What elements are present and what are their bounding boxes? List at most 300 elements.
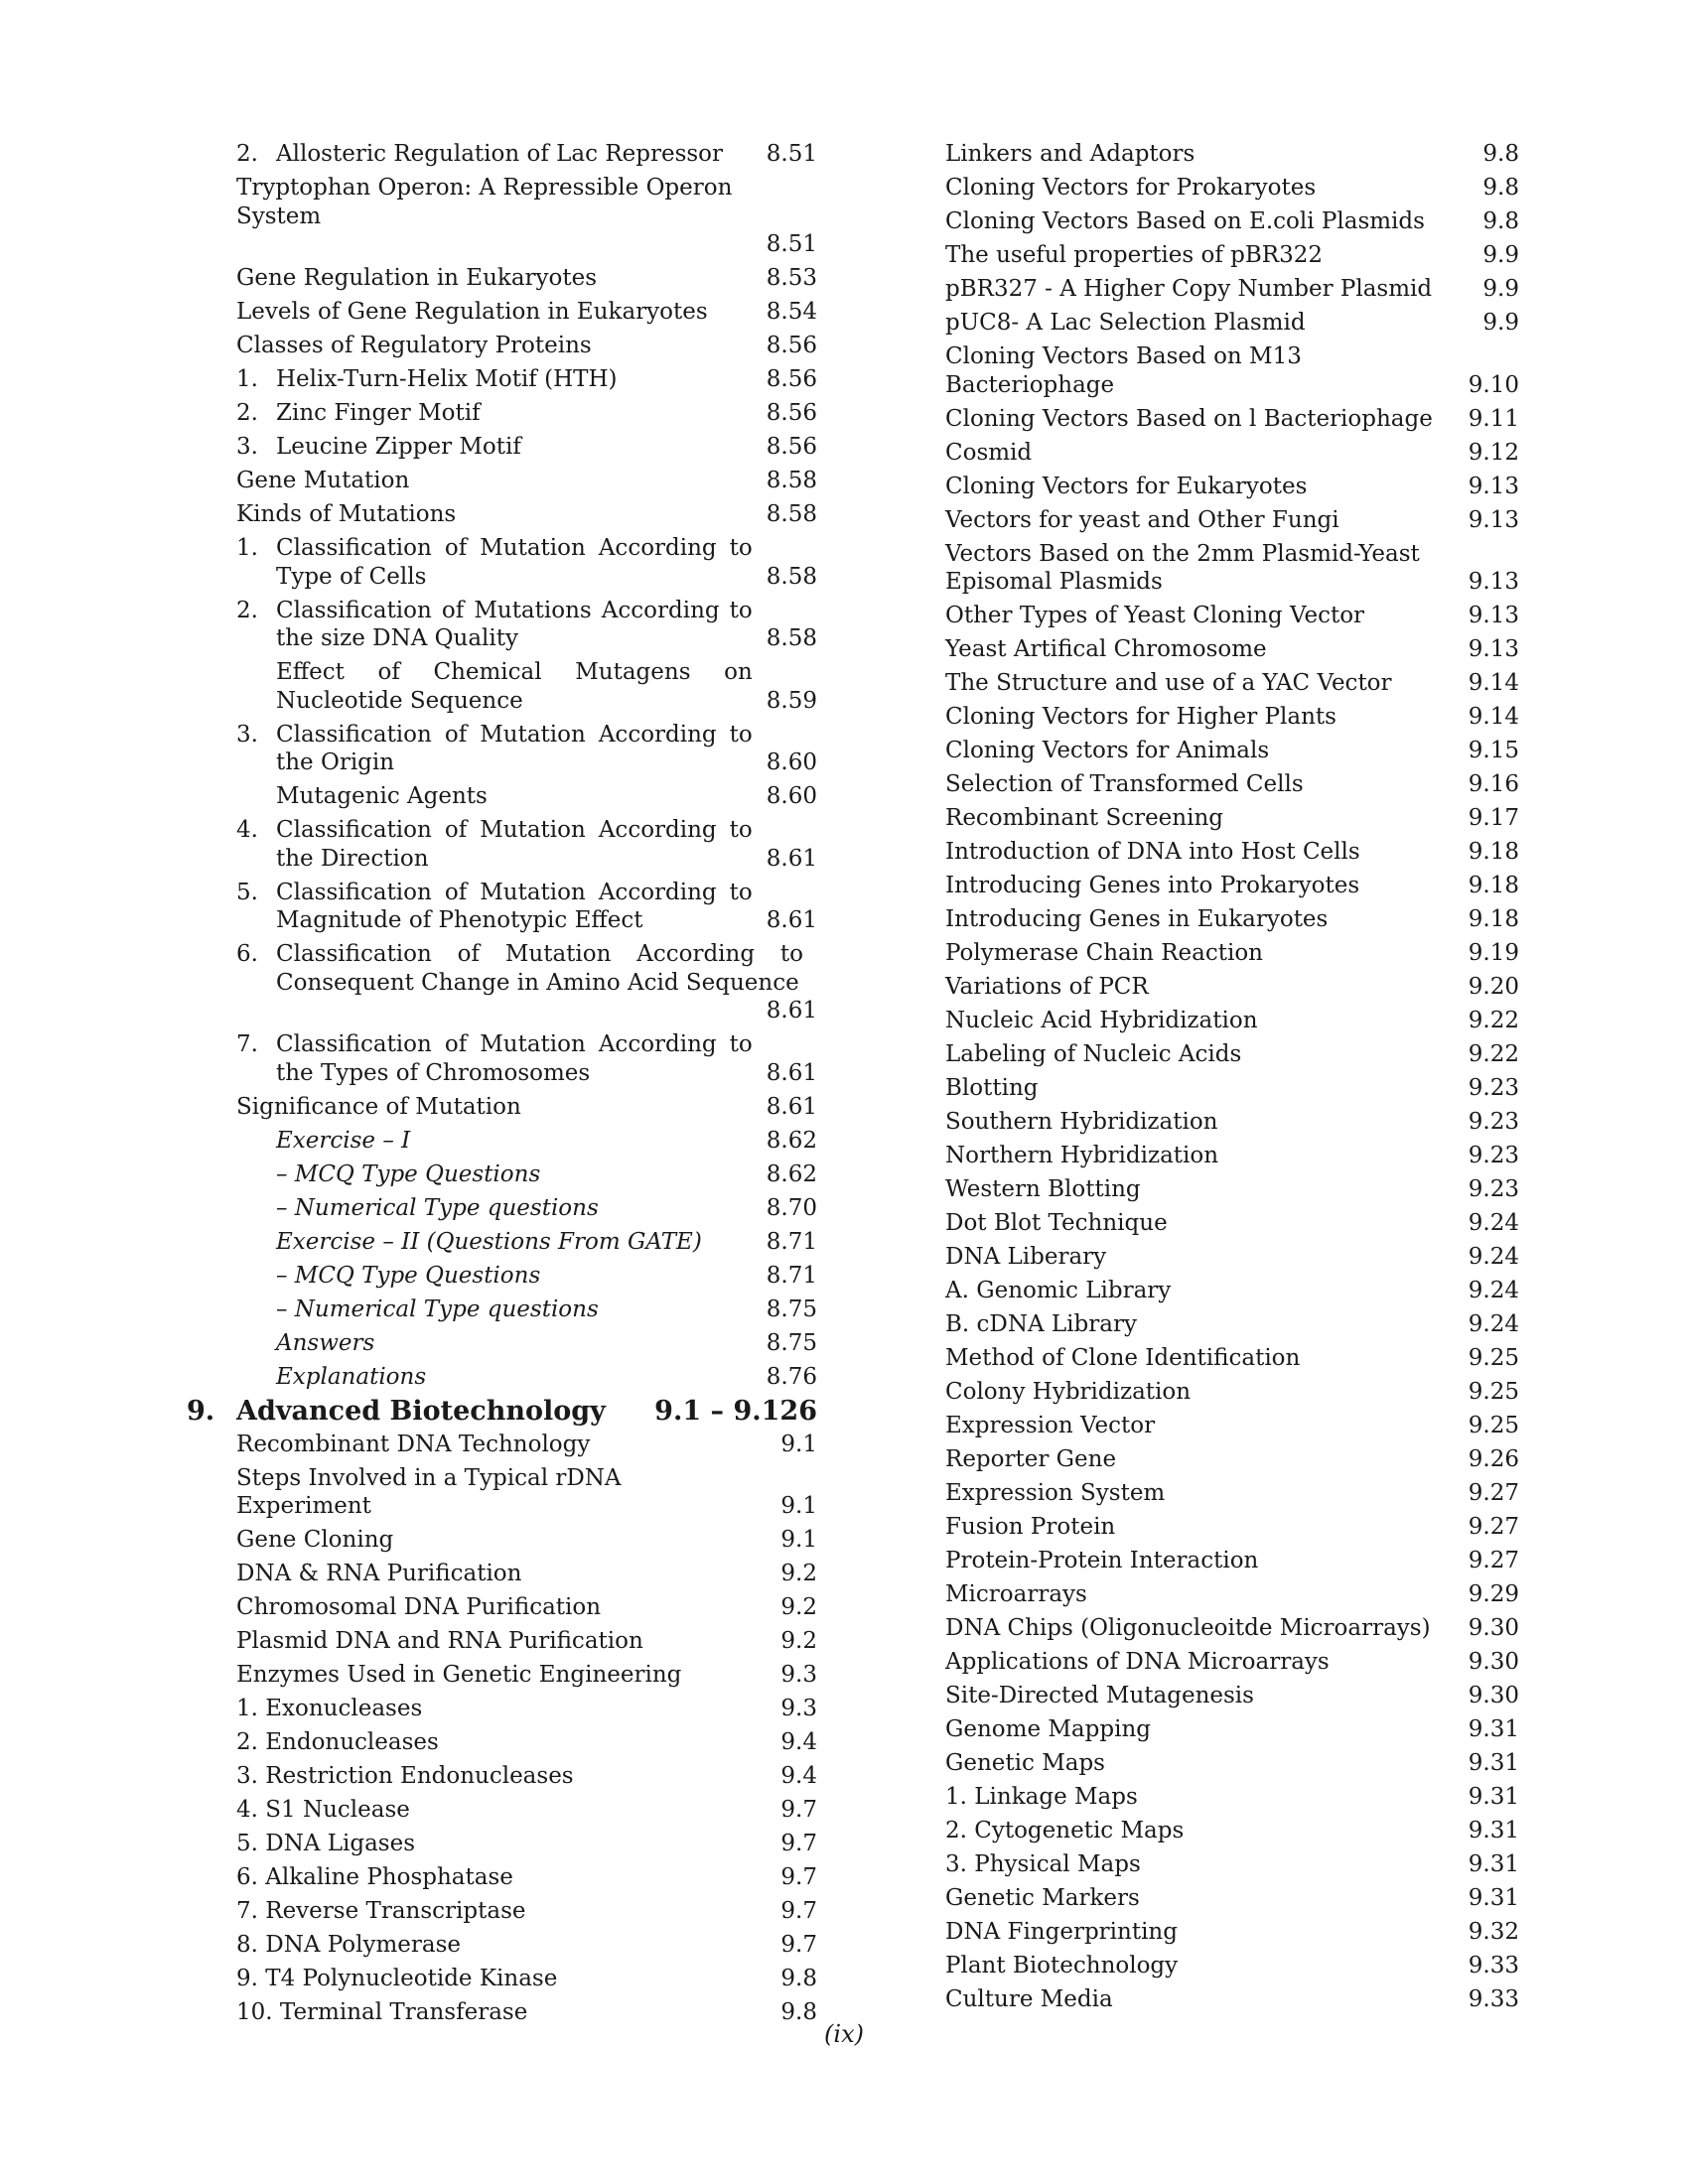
entry-page: 8.58 <box>766 468 817 493</box>
entry-page: 9.10 <box>1468 371 1519 398</box>
entry-page: 9.30 <box>1468 1615 1519 1641</box>
toc-entry <box>236 1464 817 1527</box>
toc-entry <box>236 1296 817 1329</box>
entry-title: Gene Regulation in Eukaryotes <box>236 265 598 291</box>
entry-page: 9.25 <box>1468 1345 1519 1371</box>
entry-title: 2. Cytogenetic Maps <box>945 1818 1185 1843</box>
toc-entry <box>945 342 1519 405</box>
entry-title: Fusion Protein <box>945 1514 1116 1540</box>
toc-entry <box>945 1850 1519 1884</box>
entry-title: – MCQ Type Questions <box>276 1160 541 1187</box>
entry-title: Answers <box>276 1329 375 1356</box>
toc-entry <box>236 1965 817 1998</box>
toc-entry <box>945 275 1519 309</box>
entry-title: A. Genomic Library <box>945 1278 1172 1303</box>
toc-entry <box>236 264 817 298</box>
entry-title: Genetic Markers <box>945 1885 1140 1911</box>
entry-page: 9.30 <box>1468 1683 1519 1708</box>
entry-title: Vectors Based on the 2mm Plasmid-Yeast Episomal Plasmids <box>945 540 1420 595</box>
entry-title: Cloning Vectors Based on l Bacteriophage <box>945 405 1433 432</box>
entry-title: Recombinant DNA Technology <box>236 1431 591 1457</box>
toc-entry <box>945 1952 1519 1985</box>
entry-title: Classification of Mutation According to Magnitude of Phenotypic Effect <box>276 879 753 933</box>
entry-page: 9.27 <box>1468 1480 1519 1506</box>
toc-entry <box>945 1007 1519 1040</box>
toc-entry <box>236 332 817 365</box>
toc-entry <box>945 1547 1519 1580</box>
entry-page: 9.23 <box>1468 1075 1519 1101</box>
entry-title: 5. DNA Ligases <box>236 1831 416 1856</box>
entry-page: 8.75 <box>766 1296 817 1322</box>
entry-number: 1. <box>236 366 258 392</box>
toc-entry <box>236 1897 817 1931</box>
entry-title: Steps Involved in a Typical rDNA Experiment <box>236 1464 622 1519</box>
toc-entry <box>945 1344 1519 1378</box>
entry-title: Classification of Mutation According to the Origin <box>276 721 753 775</box>
toc-entry <box>945 838 1519 872</box>
toc-entry <box>945 703 1519 737</box>
entry-title: Expression System <box>945 1480 1166 1506</box>
toc-entry <box>236 1796 817 1830</box>
entry-title: 4. S1 Nuclease <box>236 1797 410 1823</box>
toc-entry <box>945 939 1519 973</box>
entry-title: 8. DNA Polymerase <box>236 1932 462 1958</box>
toc-entry <box>236 1830 817 1863</box>
entry-title: Cloning Vectors Based on E.coli Plasmids <box>945 208 1425 234</box>
entry-title: Labeling of Nucleic Acids <box>945 1041 1242 1067</box>
entry-page: 8.61 <box>766 845 817 872</box>
entry-title: DNA & RNA Purification <box>236 1561 522 1586</box>
toc-left-column <box>187 140 817 2032</box>
toc-entry <box>236 399 817 433</box>
toc-entry <box>945 1209 1519 1243</box>
toc-entry <box>945 405 1519 439</box>
entry-title: Other Types of Yeast Cloning Vector <box>945 603 1365 628</box>
entry-title: Microarrays <box>945 1581 1087 1607</box>
entry-title: Introducing Genes into Prokaryotes <box>945 873 1360 898</box>
entry-title: 7. Reverse Transcriptase <box>236 1898 526 1924</box>
toc-entry <box>945 1648 1519 1682</box>
toc-entry <box>236 1093 817 1127</box>
entry-title: – MCQ Type Questions <box>276 1262 541 1289</box>
entry-page: 9.16 <box>1468 771 1519 797</box>
entry-page: 9.1 – 9.126 <box>654 1395 817 1427</box>
entry-page: 8.54 <box>766 299 817 325</box>
entry-title: Tryptophan Operon: A Repressible Operon System <box>236 175 733 229</box>
entry-page: 9.19 <box>1468 940 1519 966</box>
toc-entry <box>236 534 817 597</box>
entry-title: Exercise – II (Questions From GATE) <box>276 1228 702 1255</box>
entry-page: 9.13 <box>1468 603 1519 628</box>
entry-title: Kinds of Mutations <box>236 501 457 527</box>
entry-number: 3. <box>236 721 258 748</box>
toc-entry <box>945 1614 1519 1648</box>
entry-page: 9.7 <box>780 1932 817 1958</box>
toc-entry <box>945 1108 1519 1142</box>
entry-number: 3. <box>236 434 258 460</box>
entry-page: 9.18 <box>1468 839 1519 865</box>
toc-right-column <box>945 140 1519 2019</box>
entry-title: Cloning Vectors Based on M13 Bacteriophage <box>945 343 1302 398</box>
chapter-heading <box>187 1395 817 1431</box>
toc-entry <box>236 1560 817 1593</box>
entry-page: 9.13 <box>1468 569 1519 595</box>
entry-number: 2. <box>236 597 258 623</box>
entry-page: 9.12 <box>1468 439 1519 466</box>
entry-title: Introduction of DNA into Host Cells <box>945 839 1360 865</box>
entry-title: Blotting <box>945 1075 1039 1101</box>
entry-title: Advanced Biotechnology <box>236 1395 606 1427</box>
entry-page: 9.7 <box>780 1797 817 1823</box>
toc-entry <box>236 1127 817 1160</box>
entry-title: Helix-Turn-Helix Motif (HTH) <box>276 366 618 392</box>
entry-title: Reporter Gene <box>945 1446 1117 1472</box>
toc-entry <box>945 1243 1519 1277</box>
entry-page: 9.18 <box>1468 873 1519 898</box>
entry-page: 8.60 <box>766 750 817 775</box>
entry-page: 9.14 <box>1468 704 1519 730</box>
entry-page: 9.24 <box>1468 1311 1519 1337</box>
entry-page: 8.62 <box>766 1160 817 1187</box>
entry-page: 9.2 <box>780 1628 817 1654</box>
toc-entry <box>945 309 1519 342</box>
toc-entry <box>236 1661 817 1695</box>
entry-page: 8.75 <box>766 1329 817 1356</box>
entry-page: 9.30 <box>1468 1649 1519 1675</box>
entry-page: 8.71 <box>766 1228 817 1255</box>
entry-page: 9.7 <box>780 1831 817 1856</box>
entry-title: Enzymes Used in Genetic Engineering <box>236 1662 682 1688</box>
toc-entry <box>945 241 1519 275</box>
entry-title: 1. Linkage Maps <box>945 1784 1138 1810</box>
entry-page: 9.24 <box>1468 1210 1519 1236</box>
entry-number: 4. <box>236 817 258 843</box>
entry-title: Genome Mapping <box>945 1716 1151 1742</box>
entry-title: Northern Hybridization <box>945 1143 1219 1168</box>
toc-entry <box>945 1884 1519 1918</box>
entry-page: 9.31 <box>1468 1716 1519 1742</box>
toc-entry <box>945 1040 1519 1074</box>
entry-page: 8.71 <box>766 1262 817 1289</box>
toc-entry <box>945 635 1519 669</box>
entry-title: Applications of DNA Microarrays <box>945 1649 1330 1675</box>
entry-page: 8.61 <box>766 1093 817 1120</box>
toc-entry <box>236 816 817 879</box>
entry-page: 8.56 <box>766 333 817 358</box>
entry-title: Classes of Regulatory Proteins <box>236 333 592 358</box>
toc-entry <box>945 1142 1519 1175</box>
entry-title: Effect of Chemical Mutagens on Nucleotide Sequence <box>276 659 753 714</box>
entry-number: 5. <box>236 879 258 905</box>
entry-title: Cloning Vectors for Higher Plants <box>945 704 1336 730</box>
toc-entry <box>236 1262 817 1296</box>
entry-title: DNA Fingerprinting <box>945 1919 1178 1945</box>
entry-title: Recombinant Screening <box>945 805 1223 831</box>
entry-title: Nucleic Acid Hybridization <box>945 1008 1258 1033</box>
entry-page: 9.8 <box>780 1999 817 2025</box>
toc-entry <box>236 1627 817 1661</box>
toc-entry <box>236 174 817 264</box>
entry-page: 9.23 <box>1468 1176 1519 1202</box>
entry-number: 2. <box>236 141 258 167</box>
toc-entry <box>236 597 817 659</box>
toc-entry <box>945 770 1519 804</box>
toc-entry <box>945 905 1519 939</box>
entry-page: 9.8 <box>780 1966 817 1991</box>
toc-entry <box>236 1431 817 1464</box>
entry-title: Classification of Mutation According to Consequent Change in Amino Acid Sequence <box>276 941 803 996</box>
entry-title: Protein-Protein Interaction <box>945 1548 1259 1573</box>
toc-entry <box>945 1513 1519 1547</box>
entry-title: Gene Mutation <box>236 468 410 493</box>
entry-page: 9.3 <box>780 1662 817 1688</box>
entry-title: Allosteric Regulation of Lac Repressor <box>276 141 724 167</box>
toc-entry <box>945 1074 1519 1108</box>
toc-entry <box>236 1194 817 1228</box>
entry-page: 9.4 <box>780 1763 817 1789</box>
toc-entry <box>945 473 1519 506</box>
entry-page: 8.61 <box>766 998 817 1024</box>
toc-entry <box>236 298 817 332</box>
toc-entry <box>236 1363 817 1397</box>
entry-title: 9. T4 Polynucleotide Kinase <box>236 1966 558 1991</box>
entry-page: 9.22 <box>1468 1041 1519 1067</box>
toc-entry <box>236 658 817 721</box>
entry-title: Cosmid <box>945 439 1033 466</box>
entry-title: Selection of Transformed Cells <box>945 771 1304 797</box>
toc-entry <box>945 439 1519 473</box>
entry-title: Vectors for yeast and Other Fungi <box>945 506 1339 533</box>
entry-page: 9.13 <box>1468 473 1519 499</box>
entry-page: 8.60 <box>766 783 817 809</box>
entry-title: Linkers and Adaptors <box>945 141 1196 167</box>
entry-page: 8.58 <box>766 563 817 590</box>
entry-title: Cloning Vectors for Animals <box>945 738 1270 763</box>
entry-page: 8.53 <box>766 265 817 291</box>
entry-page: 9.27 <box>1468 1548 1519 1573</box>
entry-page: 9.20 <box>1468 974 1519 1000</box>
entry-title: Levels of Gene Regulation in Eukaryotes <box>236 299 708 325</box>
entry-page: 8.56 <box>766 400 817 426</box>
entry-page: 8.56 <box>766 434 817 460</box>
entry-number: 1. <box>236 535 258 561</box>
entry-title: Western Blotting <box>945 1176 1141 1202</box>
entry-page: 9.26 <box>1468 1446 1519 1472</box>
entry-title: The Structure and use of a YAC Vector <box>945 670 1392 696</box>
entry-page: 9.1 <box>780 1493 817 1519</box>
entry-title: Significance of Mutation <box>236 1093 521 1120</box>
toc-entry <box>236 1762 817 1796</box>
toc-entry <box>236 467 817 500</box>
entry-page: 9.31 <box>1468 1818 1519 1843</box>
entry-page: 9.14 <box>1468 670 1519 696</box>
entry-page: 8.58 <box>766 501 817 527</box>
entry-title: Culture Media <box>945 1986 1113 2012</box>
toc-entry <box>945 1277 1519 1310</box>
entry-title: Dot Blot Technique <box>945 1210 1168 1236</box>
entry-title: Classification of Mutation According to the Direction <box>276 817 753 872</box>
entry-page: 9.27 <box>1468 1514 1519 1540</box>
toc-entry <box>945 1918 1519 1952</box>
entry-title: pUC8- A Lac Selection Plasmid <box>945 310 1306 336</box>
entry-title: DNA Chips (Oligonucleoitde Microarrays) <box>945 1615 1431 1641</box>
toc-entry <box>236 1695 817 1728</box>
entry-number: 9. <box>187 1395 215 1427</box>
entry-page: 9.8 <box>1482 175 1519 201</box>
entry-title: – Numerical Type questions <box>276 1194 599 1221</box>
entry-page: 8.51 <box>766 231 817 257</box>
entry-page: 9.13 <box>1468 506 1519 533</box>
toc-entry <box>236 1863 817 1897</box>
entry-title: Mutagenic Agents <box>276 783 488 809</box>
entry-page: 8.51 <box>766 141 817 167</box>
toc-entry <box>236 1228 817 1262</box>
toc-entry <box>236 1329 817 1363</box>
entry-page: 9.3 <box>780 1696 817 1721</box>
toc-entry <box>945 973 1519 1007</box>
entry-page: 9.7 <box>780 1898 817 1924</box>
entry-page: 9.15 <box>1468 738 1519 763</box>
entry-title: – Numerical Type questions <box>276 1296 599 1322</box>
entry-page: 9.23 <box>1468 1109 1519 1135</box>
entry-page: 8.58 <box>766 625 817 651</box>
toc-entry <box>236 1030 817 1093</box>
toc-entry <box>945 207 1519 241</box>
entry-title: Genetic Maps <box>945 1750 1105 1776</box>
entry-page: 9.11 <box>1468 405 1519 432</box>
entry-page: 8.62 <box>766 1127 817 1154</box>
entry-title: Gene Cloning <box>236 1527 394 1553</box>
entry-page: 9.25 <box>1468 1379 1519 1405</box>
entry-title: Zinc Finger Motif <box>276 400 481 426</box>
toc-entry <box>945 1985 1519 2019</box>
toc-entry <box>945 1175 1519 1209</box>
toc-entry <box>945 140 1519 174</box>
entry-page: 9.25 <box>1468 1413 1519 1438</box>
entry-page: 9.1 <box>780 1431 817 1457</box>
entry-page: 8.61 <box>766 1059 817 1086</box>
entry-title: Chromosomal DNA Purification <box>236 1594 602 1620</box>
entry-title: Method of Clone Identification <box>945 1345 1301 1371</box>
toc-entry <box>236 500 817 534</box>
toc-entry <box>236 1593 817 1627</box>
entry-title: pBR327 - A Higher Copy Number Plasmid <box>945 276 1433 302</box>
entry-page: 9.31 <box>1468 1750 1519 1776</box>
entry-page: 9.2 <box>780 1561 817 1586</box>
toc-entry <box>236 1931 817 1965</box>
toc-entry <box>236 1728 817 1762</box>
entry-page: 9.31 <box>1468 1885 1519 1911</box>
entry-page: 9.23 <box>1468 1143 1519 1168</box>
entry-page: 8.76 <box>766 1363 817 1390</box>
toc-entry <box>236 940 817 1030</box>
entry-number: 2. <box>236 400 258 426</box>
entry-title: Colony Hybridization <box>945 1379 1192 1405</box>
entry-page: 9.4 <box>780 1729 817 1755</box>
entry-page: 9.32 <box>1468 1919 1519 1945</box>
entry-title: Site-Directed Mutagenesis <box>945 1683 1254 1708</box>
toc-entry <box>945 1378 1519 1412</box>
page-number: (ix) <box>824 2020 864 2048</box>
entry-title: 6. Alkaline Phosphatase <box>236 1864 513 1890</box>
entry-title: Leucine Zipper Motif <box>276 434 521 460</box>
toc-entry <box>945 1310 1519 1344</box>
toc-entry <box>945 1783 1519 1817</box>
entry-title: Yeast Artifical Chromosome <box>945 636 1267 662</box>
entry-title: 2. Endonucleases <box>236 1729 439 1755</box>
entry-title: Expression Vector <box>945 1413 1156 1438</box>
toc-entry <box>945 1817 1519 1850</box>
entry-page: 9.7 <box>780 1864 817 1890</box>
entry-page: 9.22 <box>1468 1008 1519 1033</box>
toc-entry <box>236 782 817 816</box>
entry-title: DNA Liberary <box>945 1244 1107 1270</box>
entry-title: Plasmid DNA and RNA Purification <box>236 1628 643 1654</box>
toc-entry <box>945 804 1519 838</box>
toc-entry <box>236 433 817 467</box>
entry-number: 7. <box>236 1031 258 1057</box>
entry-page: 9.8 <box>1482 141 1519 167</box>
entry-page: 9.31 <box>1468 1851 1519 1877</box>
toc-entry <box>945 540 1519 603</box>
toc-entry <box>945 506 1519 540</box>
toc-entry <box>236 1160 817 1194</box>
toc-entry <box>236 1526 817 1560</box>
entry-page: 9.13 <box>1468 636 1519 662</box>
entry-title: Cloning Vectors for Prokaryotes <box>945 175 1317 201</box>
toc-entry <box>945 1412 1519 1445</box>
toc-entry <box>945 1580 1519 1614</box>
entry-page: 9.8 <box>1482 208 1519 234</box>
toc-entry <box>236 140 817 174</box>
toc-entry <box>945 174 1519 207</box>
entry-page: 9.18 <box>1468 906 1519 932</box>
entry-page: 9.9 <box>1482 310 1519 336</box>
entry-page: 9.9 <box>1482 242 1519 268</box>
entry-page: 9.33 <box>1468 1986 1519 2012</box>
entry-title: Polymerase Chain Reaction <box>945 940 1263 966</box>
entry-title: 3. Restriction Endonucleases <box>236 1763 574 1789</box>
entry-page: 9.24 <box>1468 1278 1519 1303</box>
entry-page: 8.61 <box>766 907 817 933</box>
entry-title: Introducing Genes in Eukaryotes <box>945 906 1329 932</box>
entry-page: 9.31 <box>1468 1784 1519 1810</box>
toc-entry <box>945 602 1519 635</box>
entry-title: Plant Biotechnology <box>945 1953 1179 1979</box>
entry-page: 9.17 <box>1468 805 1519 831</box>
entry-title: 1. Exonucleases <box>236 1696 423 1721</box>
toc-entry <box>236 721 817 783</box>
toc-entry <box>945 1682 1519 1715</box>
entry-title: Variations of PCR <box>945 974 1149 1000</box>
entry-page: 8.59 <box>766 687 817 714</box>
entry-page: 9.33 <box>1468 1953 1519 1979</box>
toc-entry <box>945 1479 1519 1513</box>
entry-title: B. cDNA Library <box>945 1311 1137 1337</box>
entry-title: 3. Physical Maps <box>945 1851 1141 1877</box>
toc-entry <box>945 1715 1519 1749</box>
entry-page: 9.29 <box>1468 1581 1519 1607</box>
entry-title: Explanations <box>276 1363 427 1390</box>
entry-title: 10. Terminal Transferase <box>236 1999 528 2025</box>
entry-page: 9.2 <box>780 1594 817 1620</box>
entry-number: 6. <box>236 941 258 967</box>
toc-entry <box>945 1749 1519 1783</box>
entry-title: The useful properties of pBR322 <box>945 242 1324 268</box>
toc-entry <box>945 669 1519 703</box>
entry-page: 8.56 <box>766 366 817 392</box>
entry-title: Classification of Mutations According to the size DNA Quality <box>276 597 753 651</box>
